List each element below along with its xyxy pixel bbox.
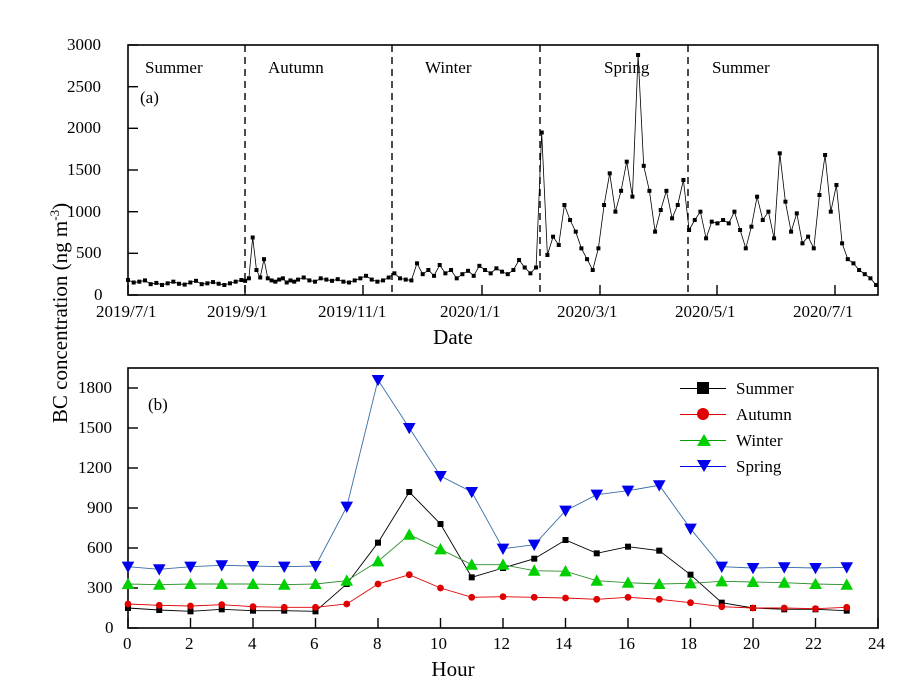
panel-a-data-series bbox=[126, 53, 878, 287]
panel-b-xtick-8: 8 bbox=[373, 634, 382, 653]
panel-a-xtick-1: 2019/9/1 bbox=[207, 302, 268, 321]
panel-a-ytick-2500: 2500 bbox=[67, 77, 101, 96]
panel-b-ytick-1500: 1500 bbox=[78, 418, 112, 437]
panel-a-tag: (a) bbox=[140, 88, 159, 107]
panel-b-xtick-14: 14 bbox=[555, 634, 572, 653]
legend-marker-spring bbox=[680, 460, 726, 474]
panel-a-season-label-summer-1: Summer bbox=[145, 58, 203, 77]
panel-a-ytick-1000: 1000 bbox=[67, 202, 101, 221]
panel-b-xtick-22: 22 bbox=[805, 634, 822, 653]
legend-item-winter[interactable] bbox=[680, 428, 794, 454]
panel-a-season-label-spring: Spring bbox=[604, 58, 650, 77]
panel-a-axis-ticks bbox=[128, 45, 835, 295]
panel-a-xtick-2: 2019/11/1 bbox=[318, 302, 387, 321]
panel-a-xtick-3: 2020/1/1 bbox=[440, 302, 501, 321]
global-y-axis-label-exponent: -3 bbox=[47, 209, 62, 221]
panel-b-xtick-24: 24 bbox=[868, 634, 885, 653]
panel-b-xtick-6: 6 bbox=[310, 634, 319, 653]
panel-b-xtick-0: 0 bbox=[123, 634, 132, 653]
global-y-axis-label-tail: ) bbox=[48, 202, 72, 210]
panel-b-xtick-20: 20 bbox=[743, 634, 760, 653]
panel-b-tag: (b) bbox=[148, 395, 168, 414]
panel-b-xtick-10: 10 bbox=[430, 634, 447, 653]
legend-label-summer: Summer bbox=[736, 379, 794, 398]
panel-a-xtick-4: 2020/3/1 bbox=[557, 302, 618, 321]
panel-b-ytick-1200: 1200 bbox=[78, 458, 112, 477]
legend-item-summer[interactable] bbox=[680, 376, 794, 402]
legend-label-spring: Spring bbox=[736, 457, 782, 476]
legend-marker-summer bbox=[680, 382, 726, 396]
panel-b-ytick-0: 0 bbox=[105, 618, 114, 637]
panel-b-ytick-1800: 1800 bbox=[78, 378, 112, 397]
panel-a-frame bbox=[128, 45, 878, 295]
panel-b-ytick-900: 900 bbox=[87, 498, 113, 517]
panel-b-legend bbox=[680, 376, 794, 480]
legend-item-spring[interactable] bbox=[680, 454, 794, 480]
global-y-axis-label-text: BC concentration (ng m bbox=[48, 220, 72, 424]
panel-b-xtick-16: 16 bbox=[618, 634, 635, 653]
panel-b-ytick-600: 600 bbox=[87, 538, 113, 557]
panel-a-ytick-3000: 3000 bbox=[67, 35, 101, 54]
panel-b-xtick-2: 2 bbox=[185, 634, 194, 653]
legend-marker-winter bbox=[680, 434, 726, 448]
panel-a-xtick-5: 2020/5/1 bbox=[675, 302, 736, 321]
panel-a-x-axis-label: Date bbox=[433, 325, 473, 349]
panel-a-season-label-autumn: Autumn bbox=[268, 58, 324, 77]
panel-a-season-label-summer-2: Summer bbox=[712, 58, 770, 77]
panel-a-ytick-2000: 2000 bbox=[67, 118, 101, 137]
panel-a-ytick-1500: 1500 bbox=[67, 160, 101, 179]
panel-a-season-dividers bbox=[245, 45, 688, 295]
panel-a-xtick-6: 2020/7/1 bbox=[793, 302, 854, 321]
panel-a-season-label-winter: Winter bbox=[425, 58, 472, 77]
panel-a-xtick-0: 2019/7/1 bbox=[96, 302, 157, 321]
legend-label-autumn: Autumn bbox=[736, 405, 792, 424]
legend-item-autumn[interactable] bbox=[680, 402, 794, 428]
legend-label-winter: Winter bbox=[736, 431, 783, 450]
panel-b-xtick-18: 18 bbox=[680, 634, 697, 653]
panel-b-xtick-12: 12 bbox=[493, 634, 510, 653]
panel-a-ytick-500: 500 bbox=[76, 243, 102, 262]
legend-marker-autumn bbox=[680, 408, 726, 422]
panel-a-ytick-0: 0 bbox=[94, 285, 103, 304]
panel-b-ytick-300: 300 bbox=[87, 578, 113, 597]
panel-b-xtick-4: 4 bbox=[248, 634, 257, 653]
panel-b-x-axis-label: Hour bbox=[431, 657, 475, 681]
